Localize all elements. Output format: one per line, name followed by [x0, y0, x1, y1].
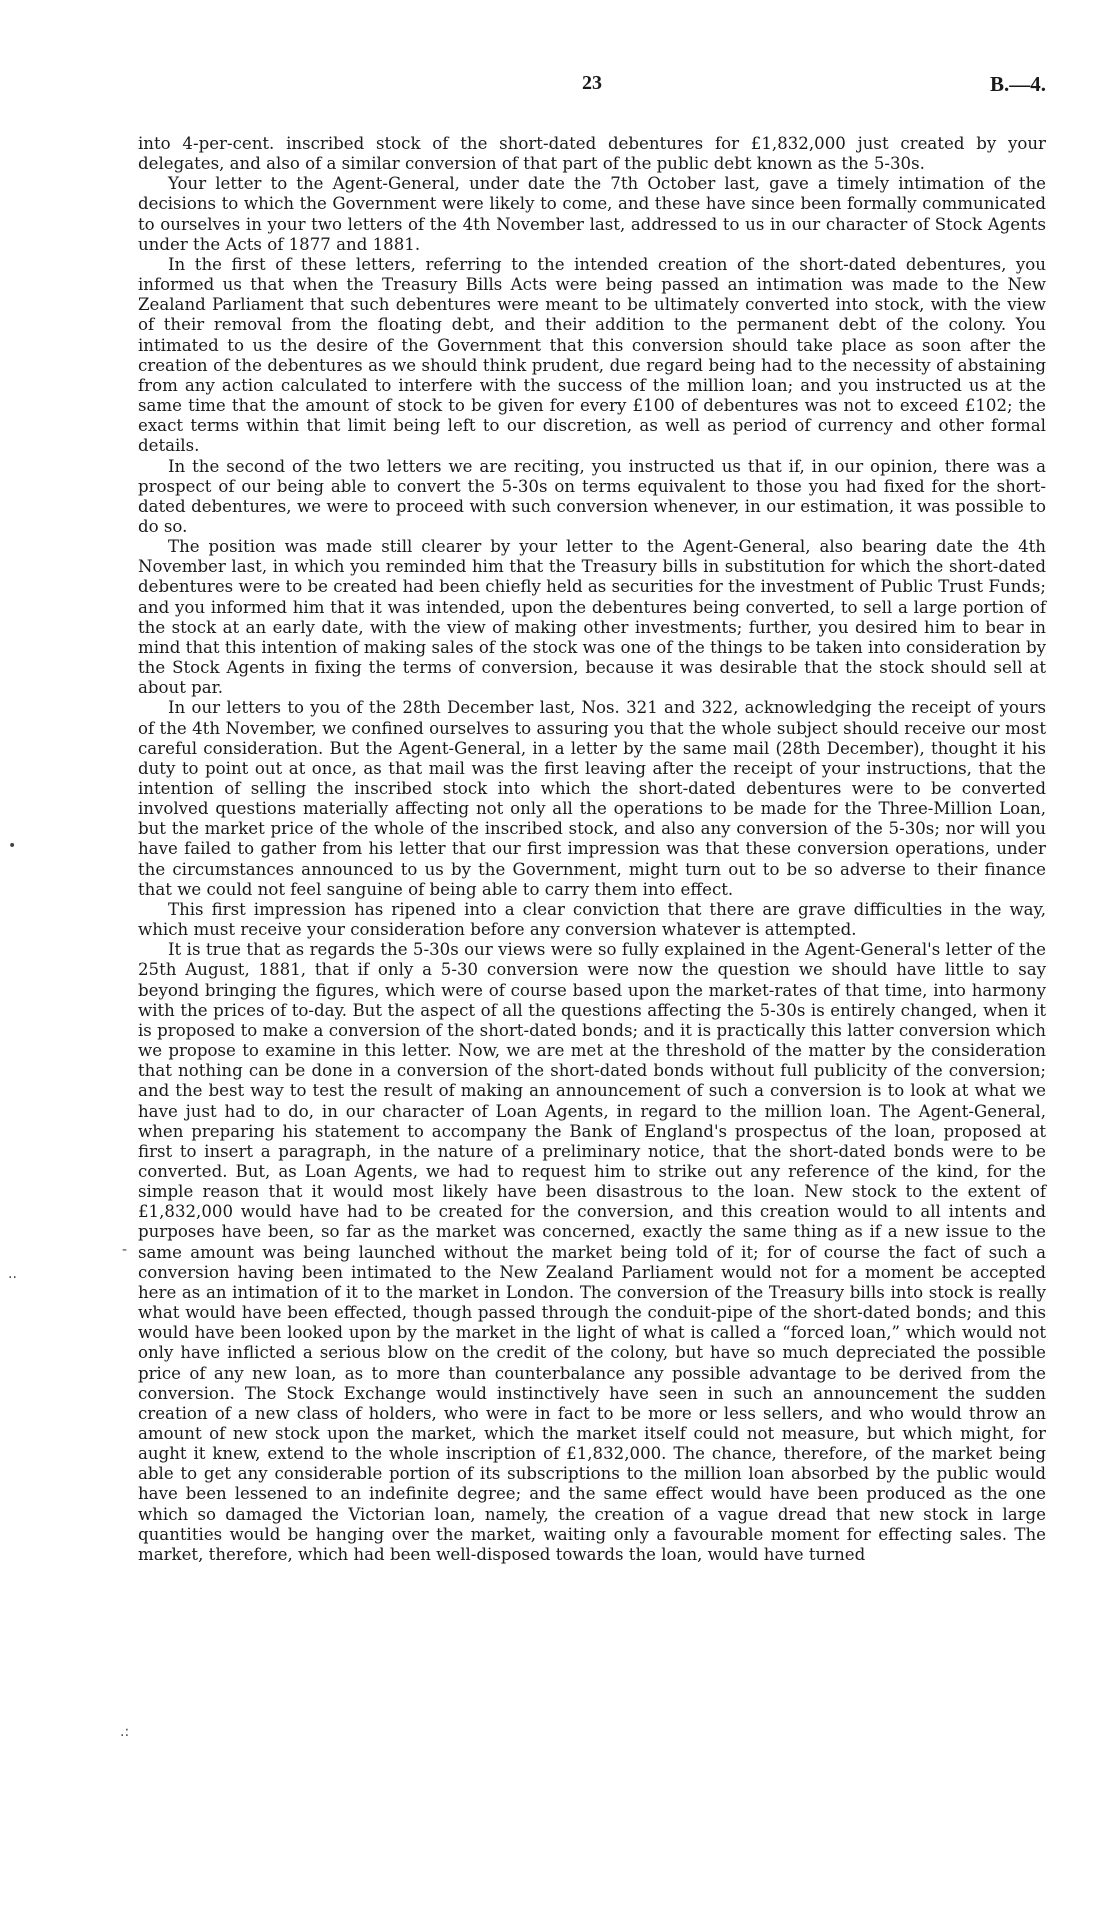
paragraph-continuation: into 4-per-cent. inscribed stock of the short-dated debentures for £1,832,000 just created by your delegates, and also of a similar conversion of that part of the public debt known as the 5-30s. — [138, 134, 1046, 174]
margin-mark: - — [122, 1242, 128, 1258]
margin-mark: • — [8, 838, 17, 854]
paragraph: The position was made still clearer by your letter to the Agent-General, also bearing date the 4th November last, in which you reminded him that the Treasury bills in substitution for which the short-dated debentures were to be created had been chiefly held as securities for the investment of Public Trust Funds; and you informed him that it was intended, upon the debentures being converted, to sell a large portion of the stock at an early date, with the view of making other investments; further, you desired him to bear in mind that this intention of making sales of the stock was one of the things to be taken into consideration by the Stock Agents in fixing the terms of conversion, because it was desirable that the stock should sell at about par. — [138, 537, 1046, 698]
paragraph: Your letter to the Agent-General, under date the 7th October last, gave a timely intimation of the decisions to which the Government were likely to come, and these have since been formally communicated to ourselves in your two letters of the 4th November last, addressed to us in our character of Stock Agents under the Acts of 1877 and 1881. — [138, 174, 1046, 254]
body-text — [138, 134, 1046, 1565]
paragraph: In the second of the two letters we are reciting, you instructed us that if, in our opinion, there was a prospect of our being able to convert the 5-30s on terms equivalent to those you had fixed for the short-dated debentures, we were to proceed with such conversion whenever, in our estimation, it was possible to do so. — [138, 456, 1046, 536]
document-reference: B.—4. — [989, 72, 1046, 96]
page-number: 23 — [582, 72, 602, 94]
page-header — [138, 72, 1046, 108]
paragraph: This first impression has ripened into a clear conviction that there are grave difficulties in the way, which must receive your consideration before any conversion whatever is attempted. — [138, 899, 1046, 940]
paragraph: In our letters to you of the 28th December last, Nos. 321 and 322, acknowledging the receipt of yours of the 4th November, we confined ourselves to assuring you that the whole subject should receive our most careful consideration. But the Agent-General, in a letter by the same mail (28th December), thought it his duty to point out at once, as that mail was the first leaving after the receipt of your instructions, that the intention of selling the inscribed stock into which the short-dated debentures were to be converted involved questions materially affecting not only all the operations to be made for the Three-Million Loan, but the market price of the whole of the inscribed stock, and also any conversion of the 5-30s; nor will you have failed to gather from his letter that our first impression was that these conversion operations, under the circumstances announced to us by the Government, might turn out to be so adverse to their finance that we could not feel sanguine of being able to carry them into effect. — [138, 698, 1046, 899]
paragraph: It is true that as regards the 5-30s our views were so fully explained in the Agent-General's letter of the 25th August, 1881, that if only a 5-30 conversion were now the question we should have little to say beyond bringing the figures, which were of course based upon the market-rates of that time, into harmony with the prices of to-day. But the aspect of all the questions affecting the 5-30s is entirely changed, when it is proposed to make a conversion of the short-dated bonds; and it is practically this latter conversion which we propose to examine in this letter. Now, we are met at the threshold of the matter by the consideration that nothing can be done in a conversion of the short-dated bonds without full publicity of the conversion; and the best way to test the result of making an announcement of such a conversion is to look at what we have just had to do, in our character of Loan Agents, in regard to the million loan. The Agent-General, when preparing his statement to accompany the Bank of England's prospectus of the loan, proposed at first to insert a paragraph, in the nature of a preliminary notice, that the short-dated bonds were to be converted. But, as Loan Agents, we had to request him to strike out any reference of the kind, for the simple reason that it would most likely have been disastrous to the loan. New stock to the extent of £1,832,000 would have had to be created for the conversion, and this creation would to all intents and purposes have been, so far as the market was concerned, exactly the same thing as if a new issue to the same amount was being launched without the market being told of it; for of course the fact of such a conversion having been intimated to the New Zealand Parliament would not for a moment be accepted here as an intimation of it to the market in London. The conversion of the Treasury bills into stock is really what would have been effected, though passed through the conduit-pipe of the short-dated bonds; and this would have been looked upon by the market in the light of what is called a “forced loan,” which would not only have inflicted a serious blow on the credit of the colony, but have so much depreciated the possible price of any new loan, as to more than counterbalance any possible advantage to be derived from the conversion. The Stock Exchange would instinctively have seen in such an announcement the sudden creation of a new class of holders, who were in fact to be more or less sellers, and who would throw an amount of new stock upon the market, which the market itself could not measure, but which might, for aught it knew, extend to the whole inscription of £1,832,000. The chance, therefore, of the market being able to get any considerable portion of its subscriptions to the million loan absorbed by the public would have been lessened to an indefinite degree; and the same effect would have been produced as the one which so damaged the Victorian loan, namely, the creation of a vague dread that new stock in large quantities would be hanging over the market, waiting only a favourable moment for effecting sales. The market, therefore, which had been well-disposed towards the loan, would have turned — [138, 940, 1046, 1564]
paragraph: In the first of these letters, referring to the intended creation of the short-dated debentures, you informed us that when the Treasury Bills Acts were being passed an intimation was made to the New Zealand Parliament that such debentures were meant to be ultimately converted into stock, with the view of their removal from the floating debt, and their addition to the permanent debt of the colony. You intimated to us the desire of the Government that this conversion should take place as soon after the creation of the debentures as we should think prudent, due regard being had to the necessity of abstaining from any action calculated to interfere with the success of the million loan; and you instructed us at the same time that the amount of stock to be given for every £100 of debentures was not to exceed £102; the exact terms within that limit being left to our discretion, as well as period of currency and other formal details. — [138, 254, 1046, 456]
margin-mark: ·· — [8, 1270, 17, 1286]
margin-mark: .: — [120, 1724, 130, 1740]
